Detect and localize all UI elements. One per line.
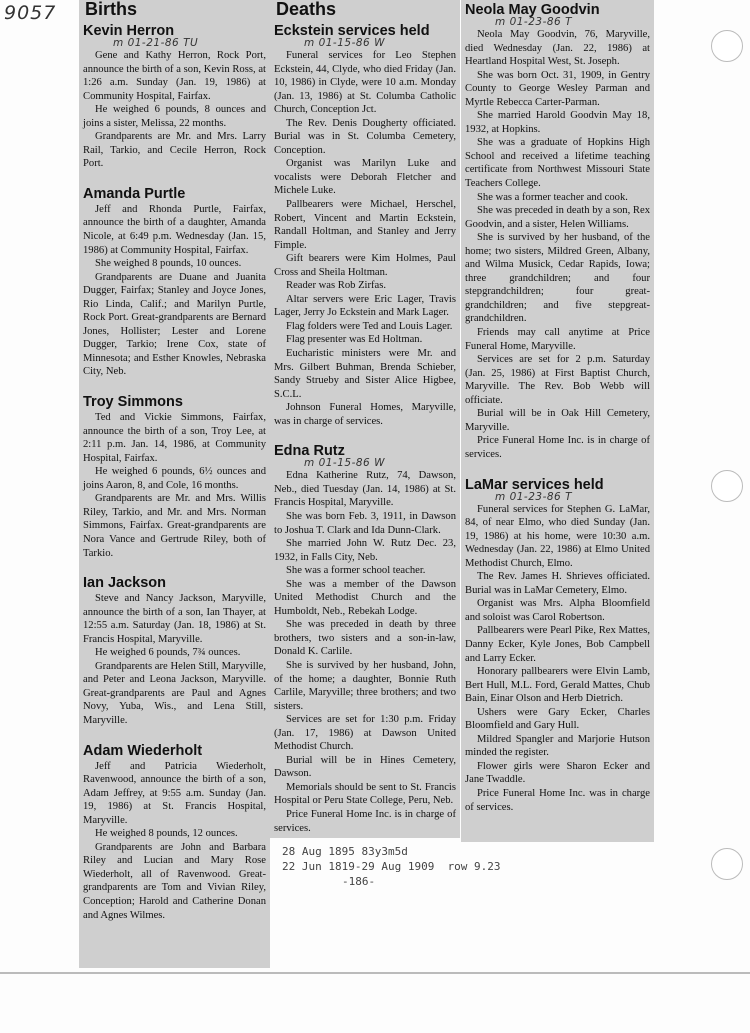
article-title: Neola May Goodvin xyxy=(465,2,600,18)
article xyxy=(83,186,266,379)
deaths-column xyxy=(270,0,460,838)
article xyxy=(83,23,266,171)
punch-hole xyxy=(711,470,743,502)
article-paragraph: She was a graduate of Hopkins High School and received a lifetime teaching certificate from Northwest Missouri State Teachers College. xyxy=(465,137,650,190)
births-column xyxy=(79,0,270,968)
article-paragraph: Friends may call anytime at Price Funeral Home, Maryville. xyxy=(465,327,650,352)
article xyxy=(274,23,456,428)
article-paragraph: Memorials should be sent to St. Francis Hospital or Peru State College, Peru, Neb. xyxy=(274,781,456,807)
handwritten-date-note: m 01-21-86 TU xyxy=(113,37,199,49)
article-paragraph: She is survived by her husband, John, of the home; a daughter, Bonnie Ruth Carlile, Maryville; three brothers; and two sisters. xyxy=(274,659,456,712)
article-paragraph: Grandparents are Duane and Juanita Dugger, Fairfax; Stanley and Joyce Jones, Rio Linda, Calif.; and Marilyn Purtle, Rock Port. Great-grandparents are Bernard Jones, Hollister; Lester and Lorene Dugger, Tarkio; Irene Cox, state of Minnesota; and Esther Knowles, Nebraska City, Neb. xyxy=(83,271,266,378)
article-paragraph: Altar servers were Eric Lager, Travis Lager, Jerry Jo Eckstein and Mark Lager. xyxy=(274,293,456,319)
article-paragraph: She was a member of the Dawson United Methodist Church and the Humboldt, Neb., Rebekah Lodge. xyxy=(274,578,456,617)
article-paragraph: Services are set for 1:30 p.m. Friday (Jan. 17, 1986) at Dawson United Methodist Church. xyxy=(274,714,456,753)
article xyxy=(465,2,650,462)
article xyxy=(274,443,456,835)
page-bottom-edge xyxy=(0,972,750,974)
deaths-list xyxy=(274,23,456,835)
footer-line-1: 28 Aug 1895 83y3m5d xyxy=(282,845,408,858)
article-paragraph: She married John W. Rutz Dec. 23, 1932, in Falls City, Neb. xyxy=(274,538,456,563)
handwritten-footer xyxy=(282,844,501,889)
article xyxy=(83,575,266,727)
article-paragraph: Pallbearers were Pearl Pike, Rex Mattes, Danny Ecker, Kyle Jones, Bob Campbell and Larry Ecker. xyxy=(465,625,650,664)
article-paragraph: Mildred Spangler and Marjorie Hutson minded the register. xyxy=(465,733,650,759)
obituaries-column xyxy=(461,0,654,842)
handwritten-date-note: m 01-15-86 W xyxy=(304,37,385,49)
article-paragraph: Ted and Vickie Simmons, Fairfax, announce the birth of a son, Troy Lee, at 2:11 p.m. Jan. 14, 1986, at Community Hospital, Fairfax. xyxy=(83,412,266,464)
article-paragraph: Johnson Funeral Homes, Maryville, was in charge of services. xyxy=(274,402,456,427)
article-paragraph: Edna Katherine Rutz, 74, Dawson, Neb., died Tuesday (Jan. 14, 1986) at St. Francis Hospital, Maryville. xyxy=(274,470,456,509)
article-paragraph: He weighed 6 pounds, 7¾ ounces. xyxy=(95,647,241,659)
handwritten-date-note: m 01-23-86 T xyxy=(495,16,572,28)
article-paragraph: The Rev. James H. Shrieves officiated. Burial was in LaMar Cemetery, Elmo. xyxy=(465,571,650,596)
article-paragraph: Price Funeral Home Inc. was in charge of services. xyxy=(465,787,650,813)
article-title: Edna Rutz xyxy=(274,443,345,460)
article-paragraph: Eucharistic ministers were Mr. and Mrs. Gilbert Buhman, Brenda Schieber, Sandy Strueby and Sister Alice Higbee, S.C.L. xyxy=(274,348,456,400)
article-paragraph: Flag folders were Ted and Louis Lager. xyxy=(286,320,453,332)
article-paragraph: The Rev. Denis Dougherty officiated. Burial was in St. Columba Cemetery, Conception. xyxy=(274,117,456,156)
article-paragraph: Services are set for 2 p.m. Saturday (Jan. 25, 1986) at First Baptist Church, Maryville. The Rev. Bob Webb will officiate. xyxy=(465,354,650,406)
article-paragraph: She is survived by her husband, of the home; two sisters, Mildred Green, Albany, and Wilma Musick, Cedar Rapids, Iowa; three grandchildren; and four stepgrandchildren; four great-grandchildren; and five stepgreat-grandchildren. xyxy=(465,232,650,325)
article-paragraph: Organist was Marilyn Luke and vocalists were Deborah Fletcher and Michele Luke. xyxy=(274,158,456,197)
article-paragraph: Funeral services for Stephen G. LaMar, 84, of near Elmo, who died Sunday (Jan. 19, 1986) at his home, were 10:30 a.m. Wednesday (Jan. 22, 1986) at Elmo United Methodist Church, Elmo. xyxy=(465,503,650,569)
handwritten-date-note: m 01-15-86 W xyxy=(304,457,385,470)
article-paragraph: She was preceded in death by a son, Rex Goodvin, and a sister, Helen Williams. xyxy=(465,205,650,230)
article-paragraph: Pallbearers were Michael, Herschel, Robert, Vincent and Martin Eckstein, Randall Holtman, and Stanley and Jerry Fimple. xyxy=(274,199,456,251)
punch-hole xyxy=(711,848,743,880)
handwritten-date-note: m 01-23-86 T xyxy=(495,490,572,503)
article-paragraph: Flower girls were Sharon Ecker and Jane Twaddle. xyxy=(465,760,650,786)
article-paragraph: He weighed 6 pounds, 8 ounces and joins a sister, Melissa, 22 months. xyxy=(83,104,266,129)
article-paragraph: He weighed 6 pounds, 6½ ounces and joins Aaron, 8, and Cole, 16 months. xyxy=(83,466,266,491)
article-paragraph: Reader was Rob Zirfas. xyxy=(286,280,387,292)
article-paragraph: Price Funeral Home Inc. is in charge of services. xyxy=(274,808,456,834)
page-number: 9057 xyxy=(4,2,57,24)
article-paragraph: She married Harold Goodvin May 18, 1932, at Hopkins. xyxy=(465,110,650,135)
article-title: Ian Jackson xyxy=(83,575,167,592)
article-paragraph: Grandparents are Helen Still, Maryville, and Peter and Leona Jackson, Maryville. Great-grandparents are Paul and Agnes Novy, Yuba, Wis., and Lena Still, Maryville. xyxy=(83,660,266,726)
article-title: Troy Simmons xyxy=(83,394,183,411)
article-paragraph: He weighed 8 pounds, 12 ounces. xyxy=(95,828,238,840)
article-paragraph: Gift bearers were Kim Holmes, Paul Cross and Sheila Holtman. xyxy=(274,253,456,278)
article xyxy=(465,477,650,815)
punch-hole xyxy=(711,30,743,62)
article-paragraph: Ushers were Gary Ecker, Charles Bloomfield and Gary Hull. xyxy=(465,706,650,732)
article-paragraph: Steve and Nancy Jackson, Maryville, announce the birth of a son, Ian Thayer, at 12:55 a.m. Saturday (Jan. 18, 1986) at St. Francis Hospital, Maryville. xyxy=(83,593,266,645)
article-paragraph: She was a former school teacher. xyxy=(286,565,426,577)
article-paragraph: She was born Feb. 3, 1911, in Dawson to Joshua T. Clark and Ida Dunn-Clark. xyxy=(274,510,456,536)
births-list xyxy=(83,23,266,922)
article-paragraph: Flag presenter was Ed Holtman. xyxy=(286,334,423,346)
article-paragraph: Honorary pallbearers were Elvin Lamb, Bert Hull, M.L. Ford, Gerald Mattes, Chub Bain, Einar Olson and Herb Dietrich. xyxy=(465,666,650,705)
obituaries-list xyxy=(465,2,650,814)
article-paragraph: Jeff and Patricia Wiederholt, Ravenwood, announce the birth of a son, Adam Jeffrey, at 9:55 a.m. Sunday (Jan. 19, 1986) at St. Francis Hospital, Maryville. xyxy=(83,760,266,826)
article-title: Adam Wiederholt xyxy=(83,742,203,759)
article-paragraph: Burial will be in Oak Hill Cemetery, Maryville. xyxy=(465,408,650,433)
deaths-heading: Deaths xyxy=(276,0,337,19)
article-paragraph: Grandparents are Mr. and Mrs. Willis Riley, Tarkio, and Mr. and Mrs. Norman Simmons, Fairfax. Great-grandparents are Nora Vance and Gertrude Riley, both of Tarkio. xyxy=(83,493,266,559)
article-paragraph: She was a former teacher and cook. xyxy=(477,191,628,203)
article-paragraph: She was preceded in death by three brothers, two sisters and a son-in-law, Donald K. Carlile. xyxy=(274,619,456,658)
footer-line-3: -186- xyxy=(342,875,376,888)
article-paragraph: Grandparents are Mr. and Mrs. Larry Rail, Tarkio, and Cecile Herron, Rock Port. xyxy=(83,131,266,170)
article-title: LaMar services held xyxy=(465,476,604,493)
article-paragraph: Organist was Mrs. Alpha Bloomfield and soloist was Carol Robertson. xyxy=(465,598,650,623)
article-paragraph: Jeff and Rhonda Purtle, Fairfax, announce the birth of a daughter, Amanda Nicole, at 6:49 p.m. Wednesday (Jan. 15, 1986) at Community Hospital, Fairfax. xyxy=(83,203,266,256)
births-heading: Births xyxy=(85,0,138,19)
article-paragraph: Neola May Goodvin, 76, Maryville, died Wednesday (Jan. 22, 1986) at Heartland Hospital West, St. Joseph. xyxy=(465,29,650,68)
article-paragraph: Grandparents are John and Barbara Riley and Lucian and Mary Rose Wiederholt, all of Ravenwood. Great-grandparents are Tom and Vivian Riley, Conception; Harold and Catherine Donan and Agnes Wilmes. xyxy=(83,841,266,921)
footer-line-2: 22 Jun 1819-29 Aug 1909 row 9.23 xyxy=(282,860,501,873)
article-paragraph: Price Funeral Home Inc. is in charge of services. xyxy=(465,435,650,460)
article xyxy=(83,743,266,923)
article-paragraph: She weighed 8 pounds, 10 ounces. xyxy=(95,258,242,270)
article-paragraph: Gene and Kathy Herron, Rock Port, announce the birth of a son, Kevin Ross, at 1:26 a.m. Sunday (Jan. 19, 1986) at Community Hospital, Fairfax. xyxy=(83,50,266,102)
article-paragraph: Funeral services for Leo Stephen Eckstein, 44, Clyde, who died Friday (Jan. 10, 1986) in Clyde, were 10 a.m. Monday (Jan. 13, 1986) at St. Columba Catholic Church, Conception Jct. xyxy=(274,50,456,116)
article xyxy=(83,394,266,560)
article-paragraph: She was born Oct. 31, 1909, in Gentry County to George Wesley Parman and Myrtle Rebecca Carter-Parman. xyxy=(465,69,650,108)
article-paragraph: Burial will be in Hines Cemetery, Dawson. xyxy=(274,754,456,780)
article-title: Amanda Purtle xyxy=(83,185,186,202)
article-title: Eckstein services held xyxy=(274,23,430,39)
article-title: Kevin Herron xyxy=(83,23,175,39)
